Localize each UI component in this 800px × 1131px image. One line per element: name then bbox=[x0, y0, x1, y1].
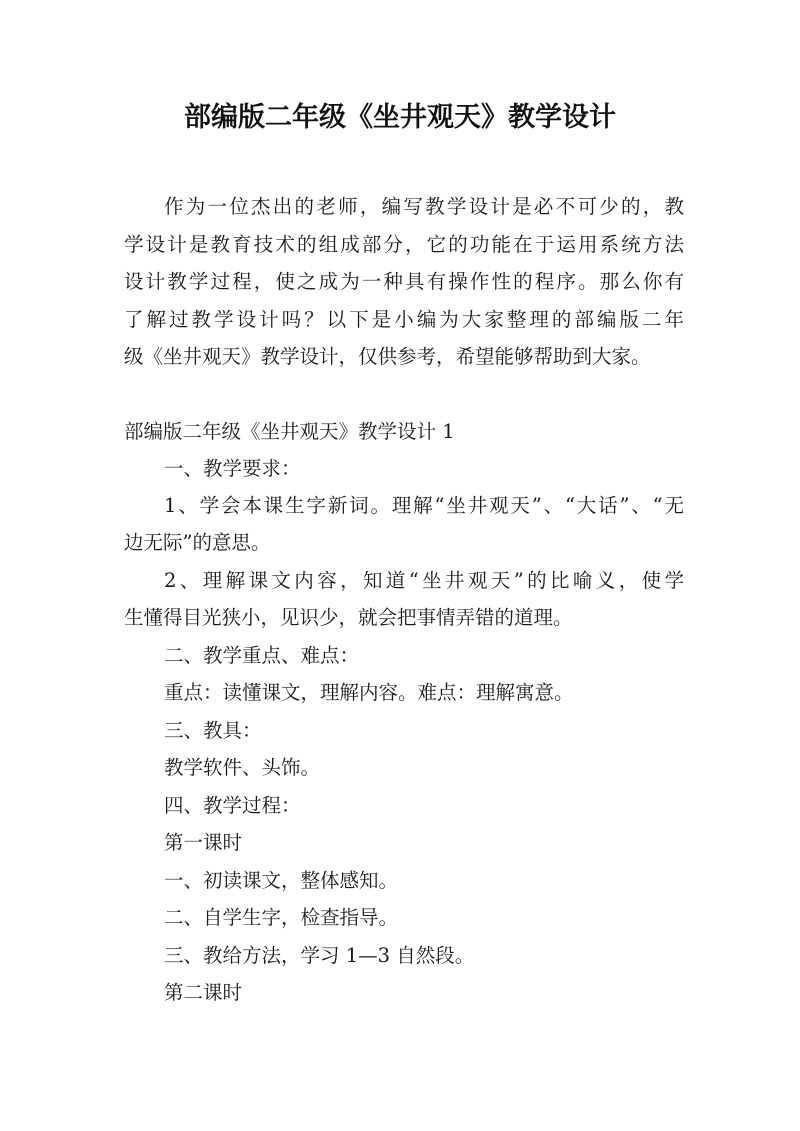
intro-paragraph bbox=[124, 188, 684, 376]
paragraph: 第一课时 bbox=[164, 831, 243, 854]
paragraph: 边无际”的意思。 bbox=[124, 531, 271, 554]
paragraph: 一、初读课文，整体感知。 bbox=[164, 869, 399, 892]
paragraph: 一、教学要求： bbox=[164, 457, 301, 480]
intro-line: 级《坐井观天》教学设计，仅供参考，希望能够帮助到大家。 bbox=[124, 345, 651, 369]
paragraph: 1、学会本课生字新词。理解“坐井观天”、“大话”、“无 bbox=[164, 494, 684, 517]
paragraph: 四、教学过程： bbox=[164, 794, 301, 817]
paragraph: 重点：读懂课文，理解内容。难点：理解寓意。 bbox=[164, 681, 574, 704]
intro-line: 设计教学过程，使之成为一种具有操作性的程序。那么你有 bbox=[124, 270, 684, 294]
paragraph: 2、理解课文内容，知道“坐井观天”的比喻义，使学 bbox=[164, 569, 684, 592]
paragraph: 三、教具： bbox=[164, 719, 262, 742]
section-heading: 部编版二年级《坐井观天》教学设计 1 bbox=[124, 420, 455, 443]
paragraph: 三、教给方法，学习 1—3 自然段。 bbox=[164, 944, 475, 967]
intro-line: 了解过教学设计吗？以下是小编为大家整理的部编版二年 bbox=[124, 307, 684, 331]
paragraph: 第二课时 bbox=[164, 981, 243, 1004]
intro-line: 学设计是教育技术的组成部分，它的功能在于运用系统方法 bbox=[124, 232, 684, 256]
paragraph: 二、自学生字，检查指导。 bbox=[164, 906, 399, 929]
paragraph: 教学软件、头饰。 bbox=[164, 756, 321, 779]
intro-line: 作为一位杰出的老师，编写教学设计是必不可少的，教 bbox=[164, 195, 684, 218]
paragraph: 二、教学重点、难点： bbox=[164, 644, 360, 667]
document-title: 部编版二年级《坐井观天》教学设计 bbox=[184, 102, 616, 133]
paragraph: 生懂得目光狭小，见识少，就会把事情弄错的道理。 bbox=[124, 606, 573, 629]
